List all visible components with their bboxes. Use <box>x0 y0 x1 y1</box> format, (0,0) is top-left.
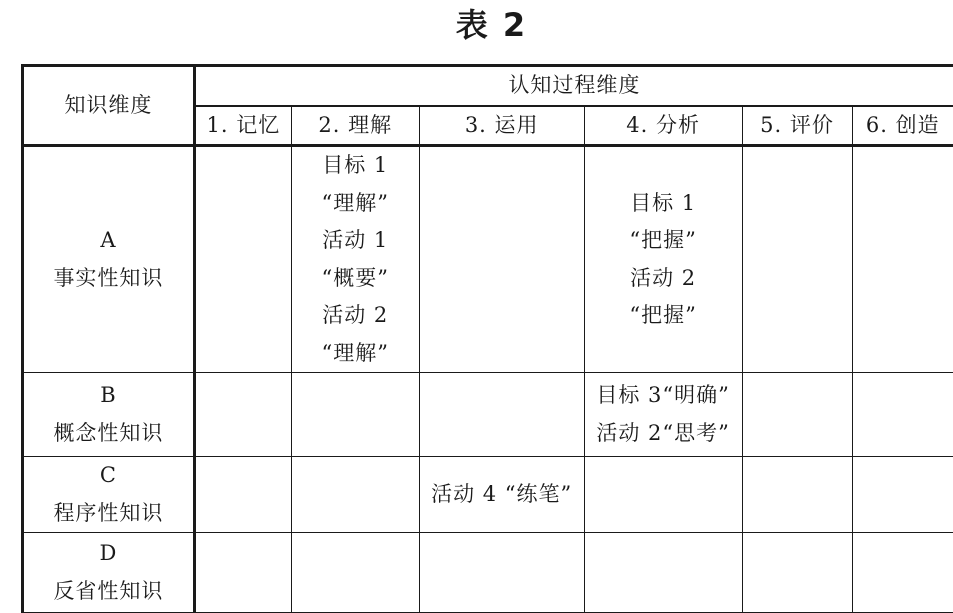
cell-line: 目标 1 <box>585 185 742 223</box>
row-name: 事实性知识 <box>24 260 193 298</box>
column-header-analyze: 4. 分析 <box>584 106 742 146</box>
table-cell <box>194 146 291 373</box>
cell-line: 活动 1 <box>292 222 419 260</box>
table-cell <box>291 373 419 457</box>
column-header-understand: 2. 理解 <box>291 106 419 146</box>
table-cell <box>419 373 584 457</box>
table-cell <box>194 373 291 457</box>
cell-line: 目标 3“明确” <box>585 377 742 415</box>
column-header-remember: 1. 记忆 <box>194 106 291 146</box>
table-title: 表 2 <box>0 4 953 46</box>
cell-line: “概要” <box>292 260 419 298</box>
column-header-evaluate: 5. 评价 <box>742 106 852 146</box>
table-cell <box>291 146 419 373</box>
row-label-factual <box>23 146 195 373</box>
table-cell <box>584 146 742 373</box>
table-cell <box>584 373 742 457</box>
table-cell <box>419 146 584 373</box>
row-name: 程序性知识 <box>24 495 193 533</box>
cell-line: “理解” <box>292 185 419 223</box>
cell-line: 活动 2“思考” <box>585 415 742 453</box>
cell-line: “把握” <box>585 222 742 260</box>
cognitive-taxonomy-table <box>21 64 953 613</box>
table-cell <box>742 146 852 373</box>
row-code: A <box>24 222 193 260</box>
cell-line: 活动 2 <box>292 297 419 335</box>
table-row <box>23 457 953 533</box>
column-header-create: 6. 创造 <box>852 106 953 146</box>
table-cell <box>291 457 419 533</box>
table-cell <box>852 146 953 373</box>
table-cell <box>419 457 584 533</box>
row-label-procedural <box>23 457 195 533</box>
row-label-conceptual <box>23 373 195 457</box>
table-cell <box>742 373 852 457</box>
row-code: B <box>24 377 193 415</box>
table-cell <box>852 373 953 457</box>
row-code: D <box>24 535 193 573</box>
table-cell <box>194 457 291 533</box>
cell-line: 活动 2 <box>585 260 742 298</box>
cell-line: 活动 4 “练笔” <box>420 476 584 514</box>
column-header-apply: 3. 运用 <box>419 106 584 146</box>
table-cell <box>584 457 742 533</box>
table-cell <box>742 457 852 533</box>
dimension-header: 知识维度 <box>23 66 195 146</box>
row-code: C <box>24 457 193 495</box>
row-name: 反省性知识 <box>24 573 193 611</box>
table-cell <box>852 457 953 533</box>
table-row <box>23 146 953 373</box>
cell-line: 目标 1 <box>292 147 419 185</box>
cell-line: “理解” <box>292 335 419 373</box>
process-header: 认知过程维度 <box>194 66 953 106</box>
cell-line: “把握” <box>585 297 742 335</box>
table-row <box>23 373 953 457</box>
row-name: 概念性知识 <box>24 415 193 453</box>
